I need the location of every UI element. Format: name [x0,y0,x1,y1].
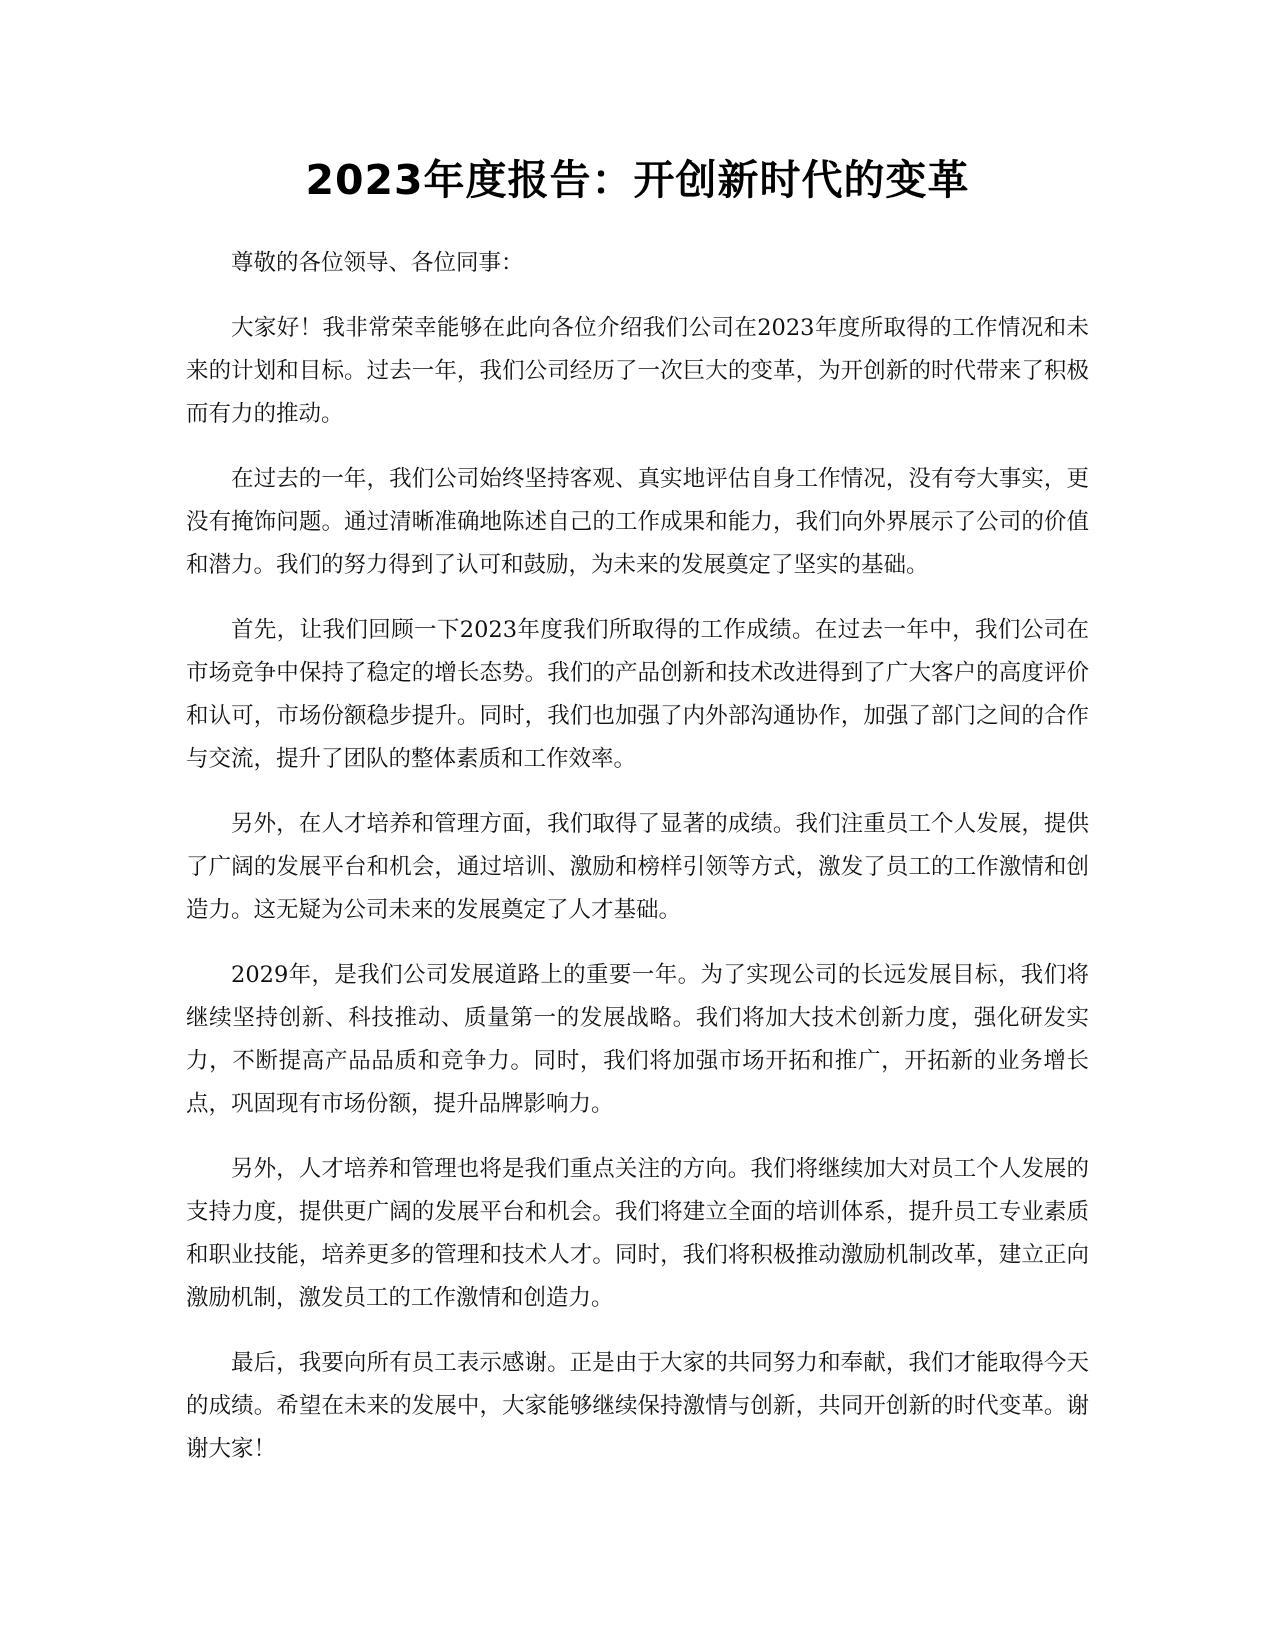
paragraph-talent-plan: 另外，人才培养和管理也将是我们重点关注的方向。我们将继续加大对员工个人发展的支持力度，提供更广阔的发展平台和机会。我们将建立全面的培训体系，提升员工专业素质和职业技能，培养更多的管理和技术人才。同时，我们将积极推动激励机制改革，建立正向激励机制，激发员工的工作激情和创造力。 [186,1156,1089,1311]
paragraph-salutation: 尊敬的各位领导、各位同事： [231,250,524,276]
document-title: 2023年度报告：开创新时代的变革 [305,156,970,204]
paragraph-greeting: 大家好！我非常荣幸能够在此向各位介绍我们公司在2023年度所取得的工作情况和未来的计划和目标。过去一年，我们公司经历了一次巨大的变革，为开创新的时代带来了积极而有力的推动。 [186,315,1089,427]
document-body [186,242,1089,1493]
paragraph-future-strategy: 2029年，是我们公司发展道路上的重要一年。为了实现公司的长远发展目标，我们将继续坚持创新、科技推动、质量第一的发展战略。我们将加大技术创新力度，强化研发实力，不断提高产品品质和竞争力。同时，我们将加强市场开拓和推广，开拓新的业务增长点，巩固现有市场份额，提升品牌影响力。 [186,962,1089,1117]
paragraph-achievements: 首先，让我们回顾一下2023年度我们所取得的工作成绩。在过去一年中，我们公司在市场竞争中保持了稳定的增长态势。我们的产品创新和技术改进得到了广大客户的高度评价和认可，市场份额稳步提升。同时，我们也加强了内外部沟通协作，加强了部门之间的合作与交流，提升了团队的整体素质和工作效率。 [186,617,1089,772]
paragraph-talent-results: 另外，在人才培养和管理方面，我们取得了显著的成绩。我们注重员工个人发展，提供了广阔的发展平台和机会，通过培训、激励和榜样引领等方式，激发了员工的工作激情和创造力。这无疑为公司未来的发展奠定了人才基础。 [186,811,1089,923]
paragraph-closing: 最后，我要向所有员工表示感谢。正是由于大家的共同努力和奉献，我们才能取得今天的成绩。希望在未来的发展中，大家能够继续保持激情与创新，共同开创新的时代变革。谢谢大家！ [186,1350,1089,1462]
paragraph-assessment: 在过去的一年，我们公司始终坚持客观、真实地评估自身工作情况，没有夸大事实，更没有掩饰问题。通过清晰准确地陈述自己的工作成果和能力，我们向外界展示了公司的价值和潜力。我们的努力得到了认可和鼓励，为未来的发展奠定了坚实的基础。 [186,466,1089,578]
